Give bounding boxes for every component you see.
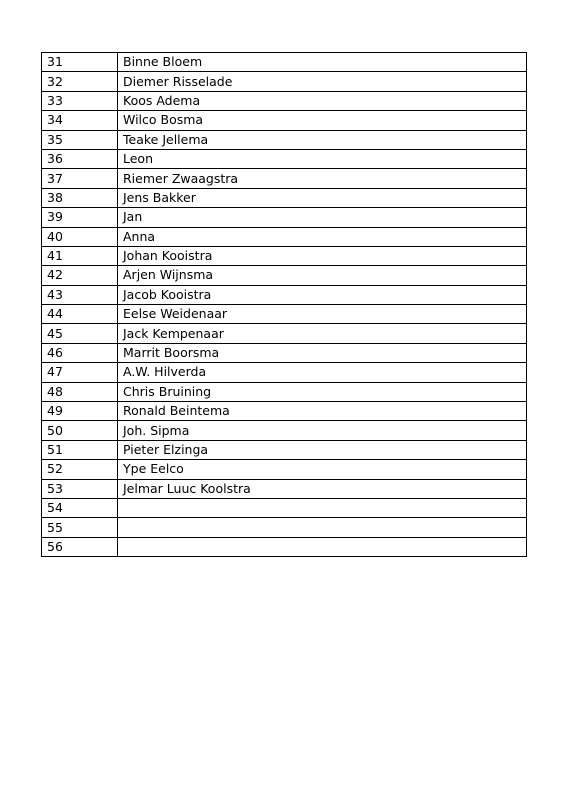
table-row xyxy=(42,382,527,401)
row-name-cell: Teake Jellema xyxy=(118,130,527,149)
row-name-cell: Pieter Elzinga xyxy=(118,440,527,459)
row-name-cell: Marrit Boorsma xyxy=(118,343,527,362)
table-row xyxy=(42,498,527,517)
table-row xyxy=(42,227,527,246)
table-row xyxy=(42,402,527,421)
row-number-cell: 34 xyxy=(42,111,118,130)
row-number-cell: 53 xyxy=(42,479,118,498)
table-row xyxy=(42,130,527,149)
row-number-cell: 52 xyxy=(42,460,118,479)
row-name-cell: Ronald Beintema xyxy=(118,402,527,421)
row-number-cell: 38 xyxy=(42,188,118,207)
row-number-cell: 31 xyxy=(42,53,118,72)
row-name-cell: Binne Bloem xyxy=(118,53,527,72)
row-number-cell: 48 xyxy=(42,382,118,401)
row-name-cell: A.W. Hilverda xyxy=(118,363,527,382)
table-row xyxy=(42,343,527,362)
row-number-cell: 33 xyxy=(42,91,118,110)
row-name-cell: Eelse Weidenaar xyxy=(118,305,527,324)
row-name-cell: Jens Bakker xyxy=(118,188,527,207)
row-number-cell: 39 xyxy=(42,208,118,227)
table-row xyxy=(42,363,527,382)
row-number-cell: 41 xyxy=(42,246,118,265)
row-name-cell xyxy=(118,537,527,556)
table-row xyxy=(42,440,527,459)
table-row xyxy=(42,246,527,265)
table-row xyxy=(42,53,527,72)
row-name-cell: Koos Adema xyxy=(118,91,527,110)
row-name-cell: Jelmar Luuc Koolstra xyxy=(118,479,527,498)
row-number-cell: 42 xyxy=(42,266,118,285)
row-number-cell: 55 xyxy=(42,518,118,537)
row-number-cell: 46 xyxy=(42,343,118,362)
row-name-cell: Jack Kempenaar xyxy=(118,324,527,343)
row-number-cell: 36 xyxy=(42,149,118,168)
row-name-cell: Anna xyxy=(118,227,527,246)
row-number-cell: 37 xyxy=(42,169,118,188)
row-name-cell: Ype Eelco xyxy=(118,460,527,479)
row-name-cell xyxy=(118,518,527,537)
row-name-cell xyxy=(118,498,527,517)
row-name-cell: Leon xyxy=(118,149,527,168)
row-name-cell: Riemer Zwaagstra xyxy=(118,169,527,188)
row-number-cell: 43 xyxy=(42,285,118,304)
roster-table xyxy=(41,52,527,557)
table-row xyxy=(42,208,527,227)
table-row xyxy=(42,91,527,110)
roster-table-body xyxy=(42,53,527,557)
table-row xyxy=(42,111,527,130)
row-name-cell: Jan xyxy=(118,208,527,227)
row-name-cell: Joh. Sipma xyxy=(118,421,527,440)
row-number-cell: 56 xyxy=(42,537,118,556)
row-name-cell: Jacob Kooistra xyxy=(118,285,527,304)
row-name-cell: Johan Kooistra xyxy=(118,246,527,265)
table-row xyxy=(42,460,527,479)
table-row xyxy=(42,537,527,556)
row-number-cell: 49 xyxy=(42,402,118,421)
table-row xyxy=(42,266,527,285)
row-number-cell: 40 xyxy=(42,227,118,246)
table-row xyxy=(42,149,527,168)
row-name-cell: Diemer Risselade xyxy=(118,72,527,91)
row-number-cell: 54 xyxy=(42,498,118,517)
row-number-cell: 32 xyxy=(42,72,118,91)
table-row xyxy=(42,72,527,91)
table-row xyxy=(42,305,527,324)
table-row xyxy=(42,324,527,343)
row-number-cell: 51 xyxy=(42,440,118,459)
row-name-cell: Wilco Bosma xyxy=(118,111,527,130)
table-row xyxy=(42,188,527,207)
table-row xyxy=(42,285,527,304)
table-row xyxy=(42,169,527,188)
row-number-cell: 50 xyxy=(42,421,118,440)
table-row xyxy=(42,479,527,498)
table-row xyxy=(42,518,527,537)
row-number-cell: 44 xyxy=(42,305,118,324)
row-number-cell: 45 xyxy=(42,324,118,343)
row-name-cell: Arjen Wijnsma xyxy=(118,266,527,285)
table-row xyxy=(42,421,527,440)
row-name-cell: Chris Bruining xyxy=(118,382,527,401)
row-number-cell: 47 xyxy=(42,363,118,382)
row-number-cell: 35 xyxy=(42,130,118,149)
